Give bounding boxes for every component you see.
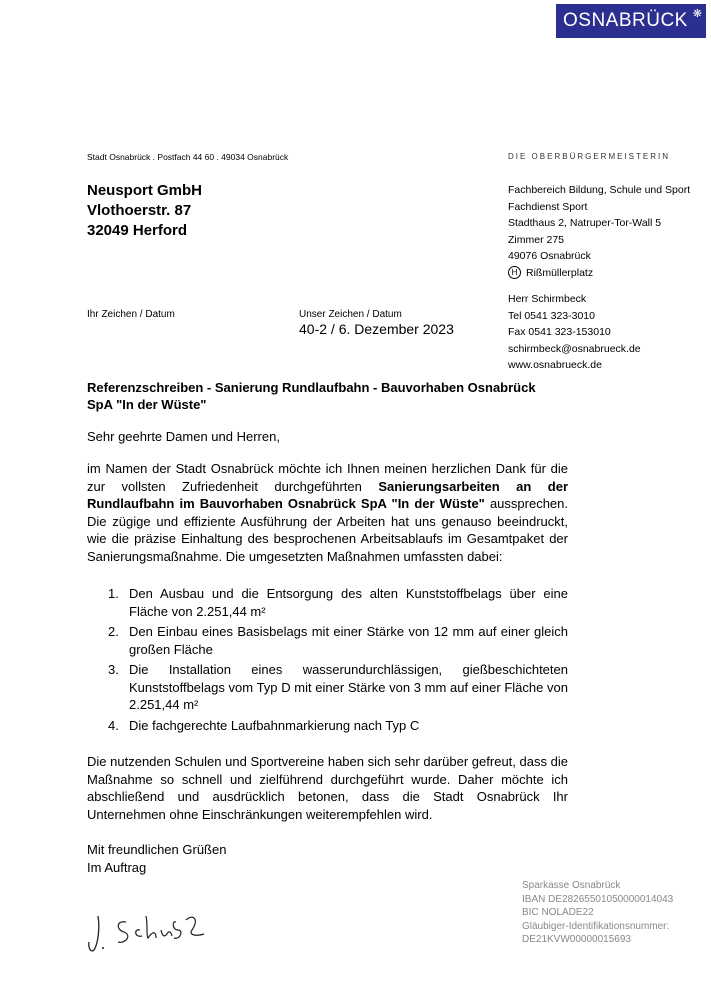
closing <box>87 841 226 876</box>
ihr-zeichen-label: Ihr Zeichen / Datum <box>87 309 175 320</box>
recipient-city: 32049 Herford <box>87 222 188 239</box>
list-item-text: Die Installation eines wasserundurchlässigen, gießbeschichteten Kunststoffbelags vom Typ D mit einer Stärke von 3 mm auf einer Fläche von 2.251,44 m² <box>129 662 568 712</box>
list-number: 3. <box>108 662 119 677</box>
bank-line: IBAN DE28265501050000014043 <box>522 893 674 905</box>
bank-details <box>522 879 673 947</box>
closing-line: Im Auftrag <box>87 859 147 875</box>
department-line: Stadthaus 2, Natruper-Tor-Wall 5 <box>508 217 662 229</box>
logo-text: OSNABRÜCK <box>563 10 688 31</box>
unser-zeichen-label: Unser Zeichen / Datum <box>299 309 402 320</box>
subject-line: SpA "In der Wüste" <box>87 397 207 412</box>
contact-email[interactable]: schirmbeck@osnabrueck.de <box>508 342 641 355</box>
sender-line: Stadt Osnabrück . Postfach 44 60 . 49034 Osnabrück <box>87 152 289 162</box>
paragraph-closing: Die nutzenden Schulen und Sportvereine haben sich sehr darüber gefreut, dass die Maßnahme so schnell und zielführend durchgeführt wurde. Daher möchte ich abschließend und ausdrücklich betonen, dass die Stadt Osnabrück Ihr Unternehmen ohne Einschränkungen weiterempfehlen wird. <box>87 754 568 822</box>
list-item <box>108 585 568 620</box>
subject <box>87 379 577 413</box>
subject-line: Referenzschreiben - Sanierung Rundlaufbahn - Bauvorhaben Osnabrück <box>87 380 536 395</box>
bank-line: Gläubiger-Identifikationsnummer: <box>522 920 670 932</box>
list-item <box>108 661 568 714</box>
list-number: 2. <box>108 624 119 639</box>
closing-line: Mit freundlichen Grüßen <box>87 842 227 857</box>
list-item-text: Den Ausbau und die Entsorgung des alten Kunststoffbelags über eine Fläche von 2.251,44 m² <box>129 586 568 619</box>
paragraph-intro <box>87 460 568 565</box>
bus-stop <box>508 265 690 282</box>
list-item-text: Die fachgerechte Laufbahnmarkierung nach Typ C <box>129 717 420 733</box>
department-line: Zimmer 275 <box>508 233 565 246</box>
list-item <box>108 717 568 735</box>
contact-website[interactable]: www.osnabrueck.de <box>508 359 602 371</box>
unser-zeichen-value: 40-2 / 6. Dezember 2023 <box>299 321 454 337</box>
list-item <box>108 623 568 658</box>
handwritten-signature <box>86 908 216 956</box>
greeting: Sehr geehrte Damen und Herren, <box>87 429 280 444</box>
recipient-address <box>87 181 202 241</box>
list-number: 1. <box>108 586 119 601</box>
city-logo <box>556 4 706 38</box>
recipient-name: Neusport GmbH <box>87 182 203 199</box>
bank-line: Sparkasse Osnabrück <box>522 880 621 891</box>
office-title: DIE OBERBÜRGERMEISTERIN <box>508 152 671 161</box>
paragraph-text: aussprechen. Die zügige und effiziente Ausführung der Arbeiten hat uns genauso beeindruckt, wie die präzise Einhaltung des besprochenen Arbeitsablaufs im Gesamtpaket der Sanierungsmaßnahme. Die umgesetzten Maßnahmen umfassten dabei: <box>87 496 568 564</box>
list-item-text: Den Einbau eines Basisbelags mit einer Stärke von 12 mm auf einer gleich großen Fläche <box>129 624 568 657</box>
contact-phone: Tel 0541 323-3010 <box>508 309 595 322</box>
measures-list <box>108 585 568 737</box>
department-line: Fachbereich Bildung, Schule und Sport <box>508 184 691 196</box>
department-line: Fachdienst Sport <box>508 200 588 213</box>
recipient-street: Vlothoerstr. 87 <box>87 202 192 219</box>
contact-block <box>508 291 641 374</box>
bus-stop-name: Rißmüllerplatz <box>526 266 594 279</box>
contact-person: Herr Schirmbeck <box>508 293 587 305</box>
bank-line: BIC NOLADE22 <box>522 907 594 919</box>
paragraph-text: im Namen der Stadt Osnabrück möchte ich Ihnen meinen herzlichen Dank für die zur vollsten Zufriedenheit durchgeführten <box>87 461 568 494</box>
contact-fax: Fax 0541 323-153010 <box>508 326 611 338</box>
department-block <box>508 182 690 281</box>
department-line: 49076 Osnabrück <box>508 250 591 262</box>
list-number: 4. <box>108 717 119 733</box>
paragraph-bold-text: Sanierungsarbeiten an der Rundlaufbahn im Bauvorhaben Osnabrück SpA "In der Wüste" <box>87 478 568 511</box>
bus-stop-icon: H <box>508 266 521 279</box>
bank-line: DE21KVW00000015693 <box>522 934 631 946</box>
logo-star-icon: ❋ <box>692 8 702 20</box>
